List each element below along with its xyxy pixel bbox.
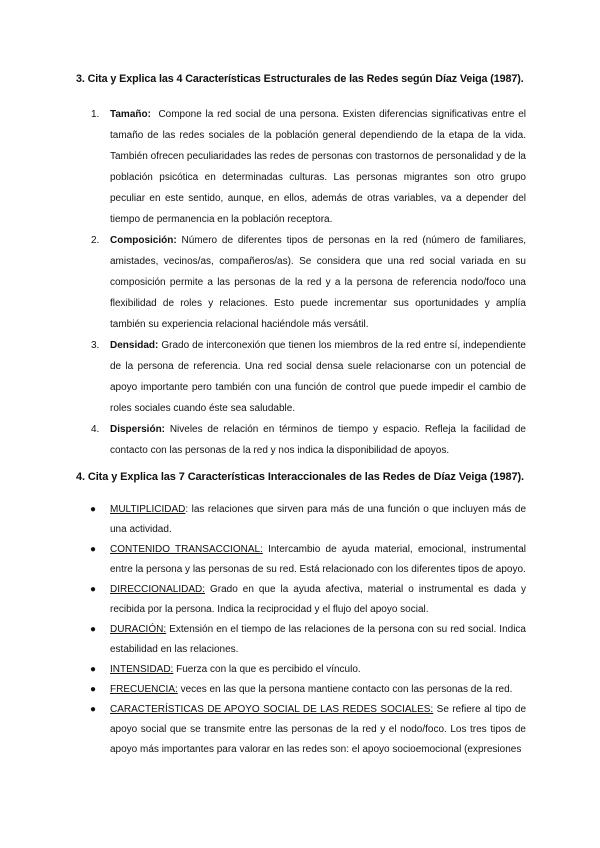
- item-text: Extensión en el tiempo de las relaciones de la persona con su red social. Indica estabilidad en las relaciones.: [110, 624, 526, 655]
- item-text: Número de diferentes tipos de personas en la red (número de familiares, amistades, vecinos/as, compañeros/as). Se considera que una red social variada en su composición permite a las personas de la red y a la persona de referencia nodo/foco una flexibilidad de roles y relaciones. Esto puede incrementar sus oportunidades y amplía también su experiencia relacional haciéndole más versátil.: [110, 235, 526, 330]
- bullet-icon: ●: [90, 584, 97, 595]
- list-item: [90, 680, 526, 700]
- item-number: 4.: [91, 424, 100, 435]
- item-text: veces en las que la persona mantiene contacto con las personas de la red.: [177, 684, 513, 695]
- item-text: Compone la red social de una persona. Existen diferencias significativas entre el tamaño de las redes sociales de la población general dependiendo de la etapa de la vida. También ofrecen peculiaridades las redes de personas con trastornos de personalidad y de la población psicótica en determinadas culturas. Las personas migrantes son otro grupo peculiar en este sentido, aunque, en ellos, además de otras variables, va a depender del tiempo de permanencia en la población receptora.: [110, 109, 526, 225]
- list-item: [90, 500, 526, 540]
- list-item: [91, 230, 526, 335]
- item-text: Se refiere al tipo de apoyo social que se transmite entre las personas de la red y el nodo/foco. Los tres tipos de apoyo más importantes para valorar en las redes son: el apoyo socioemocional (expresiones: [110, 704, 527, 755]
- item-text: Fuerza con la que es percibido el vínculo.: [173, 664, 361, 675]
- list-item: [90, 620, 526, 660]
- list-item: [91, 104, 526, 230]
- bullet-icon: ●: [90, 624, 97, 635]
- item-term: Composición:: [110, 235, 177, 246]
- item-text: Niveles de relación en términos de tiempo y espacio. Refleja la facilidad de contacto con las personas de la red y nos indica la disponibilidad de apoyos.: [110, 424, 526, 456]
- item-separator: :: [185, 504, 189, 515]
- item-text: Grado en que la ayuda afectiva, material o instrumental es dada y recibida por la persona. Indica la reciprocidad y el flujo del apoyo social.: [110, 584, 526, 615]
- item-term: Dispersión:: [110, 424, 166, 435]
- bullet-icon: ●: [90, 544, 97, 555]
- list-item: [90, 700, 527, 760]
- list-item: [90, 580, 526, 620]
- item-term: DIRECCIONALIDAD:: [110, 584, 206, 595]
- list-item: [91, 419, 526, 461]
- item-text: las relaciones que sirven para más de una función o que incluyen más de una actividad.: [110, 504, 526, 535]
- item-term: FRECUENCIA:: [110, 684, 178, 695]
- item-term: Densidad:: [110, 340, 159, 351]
- section-4-heading: 4. Cita y Explica las 7 Características Interaccionales de las Redes de Díaz Veiga (1987).: [76, 471, 524, 483]
- bullet-icon: ●: [90, 704, 97, 715]
- item-term: CONTENIDO TRANSACCIONAL:: [110, 544, 263, 555]
- bullet-icon: ●: [90, 504, 97, 515]
- item-number: 1.: [91, 109, 100, 120]
- item-text: Intercambio de ayuda material, emocional, instrumental entre la persona y las personas de su red. Está relacionado con los diferentes tipos de apoyo.: [110, 544, 526, 575]
- item-term: CARACTERÍSTICAS DE APOYO SOCIAL DE LAS REDES SOCIALES:: [110, 704, 434, 715]
- interactional-characteristics-list: [90, 500, 527, 760]
- item-number: 2.: [91, 235, 100, 246]
- section-3-heading: 3. Cita y Explica las 4 Características Estructurales de las Redes según Díaz Veiga (1987).: [76, 73, 524, 85]
- item-number: 3.: [91, 340, 100, 351]
- structural-characteristics-list: [91, 104, 526, 461]
- item-term: INTENSIDAD:: [110, 664, 174, 675]
- item-text: Grado de interconexión que tienen los miembros de la red entre sí, independiente de la persona de referencia. Una red social densa suele relacionarse con un potencial de apoyo importante pero también con una función de control que puede impedir el cambio de roles sociales cuando éste sea saludable.: [110, 340, 526, 414]
- item-term: DURACIÓN:: [110, 624, 167, 635]
- list-item: [90, 540, 526, 580]
- list-item: [90, 660, 526, 680]
- bullet-icon: ●: [90, 684, 97, 695]
- item-term: MULTIPLICIDAD: [110, 504, 186, 515]
- bullet-icon: ●: [90, 664, 97, 675]
- list-item: [91, 335, 526, 419]
- item-term: Tamaño:: [110, 109, 151, 120]
